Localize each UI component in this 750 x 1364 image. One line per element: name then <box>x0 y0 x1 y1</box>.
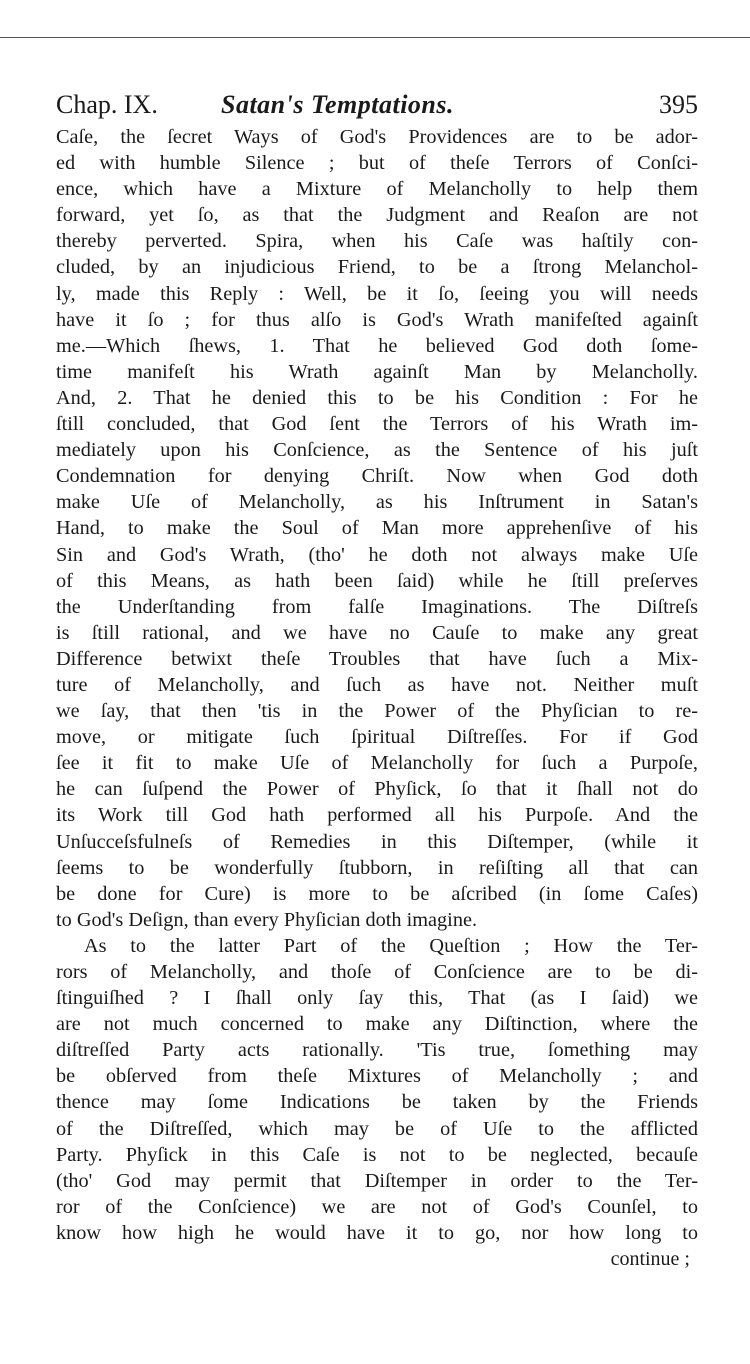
text-line: its Work till God hath performed all his Purpoſe. And the <box>56 804 698 827</box>
running-head <box>56 86 698 124</box>
text-line: Unſucceſsfulneſs of Remedies in this Diſtemper, (while it <box>56 830 698 853</box>
text-line: ſtill concluded, that God ſent the Terrors of his Wrath im- <box>56 413 698 436</box>
text-line: ror of the Conſcience) we are not of God's Counſel, to <box>56 1195 698 1218</box>
text-line: we ſay, that then 'tis in the Power of the Phyſician to re- <box>56 700 698 723</box>
page-number: 395 <box>659 90 698 119</box>
text-line: are not much concerned to make any Diſtinction, where the <box>56 1013 698 1036</box>
text-line: Sin and God's Wrath, (tho' he doth not always make Uſe <box>56 543 698 566</box>
text-line: of this Means, as hath been ſaid) while he ſtill preſerves <box>56 569 698 592</box>
text-line: mediately upon his Conſcience, as the Sentence of his juſt <box>56 439 698 462</box>
text-line: ſtinguiſhed ? I ſhall only ſay this, That (as I ſaid) we <box>56 987 698 1010</box>
text-line: time manifeſt his Wrath againſt Man by Melancholly. <box>56 360 698 383</box>
text-line: have it ſo ; for thus alſo is God's Wrath manifeſted againſt <box>56 308 698 331</box>
text-line: (tho' God may permit that Diſtemper in order to the Ter- <box>56 1169 698 1192</box>
text-line: of the Diſtreſſed, which may be of Uſe to the afflicted <box>56 1117 698 1140</box>
text-line: ly, made this Reply : Well, be it ſo, ſeeing you will needs <box>56 282 698 305</box>
text-line: thereby perverted. Spira, when his Caſe was haſtily con- <box>56 230 698 253</box>
text-line: ture of Melancholly, and ſuch as have not. Neither muſt <box>56 673 698 696</box>
text-line: know how high he would have it to go, nor how long to <box>56 1221 698 1244</box>
catchword: continue ; <box>610 1248 690 1271</box>
text-line: ſeems to be wonderfully ſtubborn, in reſiſting all that can <box>56 856 698 879</box>
text-line: to God's Deſign, than every Phyſician doth imagine. <box>56 908 478 931</box>
text-line: is ſtill rational, and we have no Cauſe to make any great <box>56 621 698 644</box>
text-line: And, 2. That he denied this to be his Condition : For he <box>56 386 698 409</box>
text-line: rors of Melancholly, and thoſe of Conſcience are to be di- <box>56 961 698 983</box>
text-line: be done for Cure) is more to be aſcribed (in ſome Caſes) <box>56 882 698 905</box>
book-page <box>56 86 698 1272</box>
text-line: Party. Phyſick in this Caſe is not to be neglected, becauſe <box>56 1143 698 1166</box>
top-rule <box>0 37 750 38</box>
chapter-label: Chap. IX. <box>56 90 158 119</box>
text-line: Caſe, the ſecret Ways of God's Providences are to be ador- <box>56 126 698 148</box>
text-line: forward, yet ſo, as that the Judgment and Reaſon are not <box>56 204 698 227</box>
text-line: As to the latter Part of the Queſtion ; How the Ter- <box>84 934 698 957</box>
text-line: Difference betwixt theſe Troubles that have ſuch a Mix- <box>56 647 698 670</box>
text-line: me.—Which ſhews, 1. That he believed God doth ſome- <box>56 334 698 357</box>
text-line: ſee it fit to make Uſe of Melancholly for ſuch a Purpoſe, <box>56 752 698 775</box>
text-line: the Underſtanding from falſe Imaginations. The Diſtreſs <box>56 595 698 618</box>
text-line: Condemnation for denying Chriſt. Now when God doth <box>56 465 698 488</box>
text-line: thence may ſome Indications be taken by the Friends <box>56 1091 698 1114</box>
text-line: Hand, to make the Soul of Man more apprehenſive of his <box>56 517 698 540</box>
text-line: ence, which have a Mixture of Melancholly to help them <box>56 178 698 201</box>
text-line: ed with humble Silence ; but of theſe Terrors of Conſci- <box>56 152 698 175</box>
text-line: move, or mitigate ſuch ſpiritual Diſtreſſes. For if God <box>56 726 698 749</box>
text-line: be obſerved from theſe Mixtures of Melancholly ; and <box>56 1065 698 1088</box>
text-line: diſtreſſed Party acts rationally. 'Tis true, ſomething may <box>56 1039 698 1062</box>
text-line: make Uſe of Melancholly, as his Inſtrument in Satan's <box>56 491 698 514</box>
text-line: cluded, by an injudicious Friend, to be a ſtrong Melanchol- <box>56 256 698 279</box>
running-title: Satan's Temptations. <box>221 90 454 119</box>
text-line: he can ſuſpend the Power of Phyſick, ſo that it ſhall not do <box>56 778 698 801</box>
body-text <box>56 124 698 1246</box>
